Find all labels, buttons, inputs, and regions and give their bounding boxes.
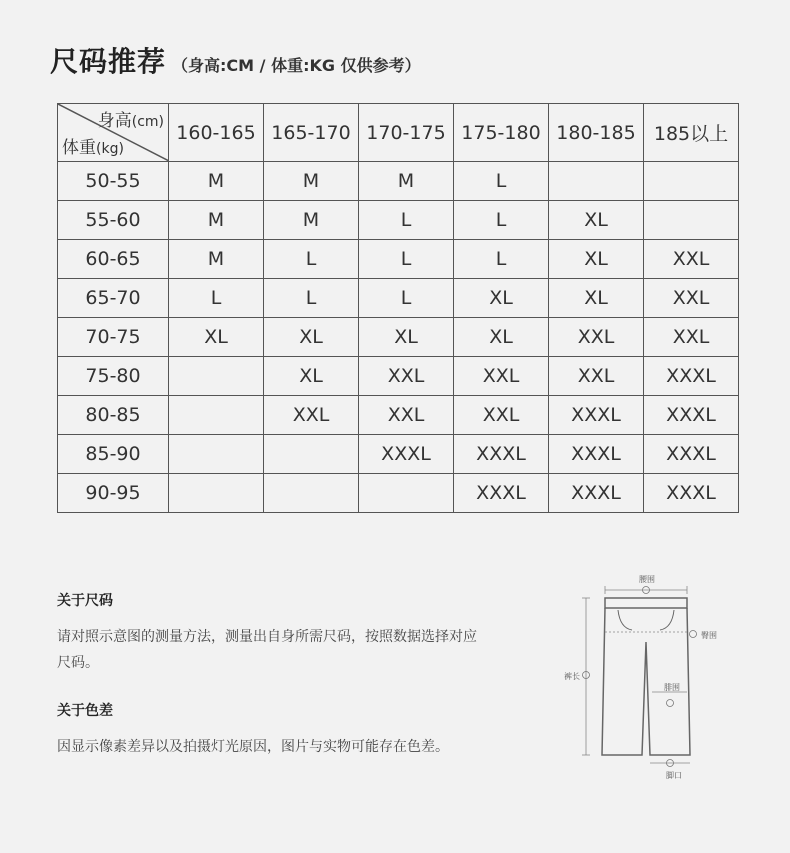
- table-header-row: [58, 104, 739, 162]
- weight-range-cell: 65-70: [58, 279, 169, 318]
- size-cell: [264, 435, 359, 474]
- weight-range-cell: 90-95: [58, 474, 169, 513]
- thigh-label: 腓围: [664, 683, 680, 692]
- header: [50, 40, 421, 80]
- size-cell: XL: [549, 279, 644, 318]
- waist-label: 腰围: [639, 575, 655, 584]
- column-header: 170-175: [359, 104, 454, 162]
- table-row: [58, 474, 739, 513]
- size-cell: L: [359, 279, 454, 318]
- size-cell: XXXL: [644, 396, 739, 435]
- table-row: [58, 318, 739, 357]
- size-cell: XL: [549, 201, 644, 240]
- column-header: 165-170: [264, 104, 359, 162]
- color-note-text: 因显示像素差异以及拍摄灯光原因，图片与实物可能存在色差。: [57, 739, 449, 755]
- size-chart-table: [57, 103, 739, 513]
- size-cell: [169, 474, 264, 513]
- pants-measurement-diagram: [560, 570, 760, 785]
- pants-outline-illustration: [560, 570, 760, 785]
- size-cell: L: [169, 279, 264, 318]
- hip-label: 臀围: [701, 631, 717, 640]
- size-cell: [169, 435, 264, 474]
- column-header: 175-180: [454, 104, 549, 162]
- column-header: 180-185: [549, 104, 644, 162]
- size-cell: L: [359, 240, 454, 279]
- table-row: [58, 357, 739, 396]
- size-cell: [644, 162, 739, 201]
- table-body: [58, 162, 739, 513]
- size-cell: [549, 162, 644, 201]
- size-cell: XXL: [359, 396, 454, 435]
- table-row: [58, 162, 739, 201]
- size-cell: M: [264, 162, 359, 201]
- weight-unit: (kg): [96, 141, 124, 157]
- size-cell: XL: [549, 240, 644, 279]
- weight-range-cell: 70-75: [58, 318, 169, 357]
- size-cell: XXXL: [549, 396, 644, 435]
- size-cell: XL: [264, 318, 359, 357]
- size-cell: L: [264, 279, 359, 318]
- size-cell: XL: [169, 318, 264, 357]
- notes-section: [57, 590, 487, 784]
- size-cell: XL: [454, 318, 549, 357]
- size-cell: XL: [359, 318, 454, 357]
- size-cell: [644, 201, 739, 240]
- size-cell: M: [359, 162, 454, 201]
- table-row: [58, 201, 739, 240]
- size-cell: XXXL: [359, 435, 454, 474]
- size-cell: XXXL: [454, 474, 549, 513]
- table-row: [58, 240, 739, 279]
- column-header: 185以上: [644, 104, 739, 162]
- corner-height-label: [98, 106, 164, 131]
- size-cell: M: [264, 201, 359, 240]
- weight-range-cell: 85-90: [58, 435, 169, 474]
- length-label: 裤长: [564, 672, 580, 681]
- size-cell: XXL: [644, 318, 739, 357]
- column-header: 160-165: [169, 104, 264, 162]
- table-row: [58, 435, 739, 474]
- corner-weight-label: [62, 133, 124, 158]
- page-subtitle: （身高:CM / 体重:KG 仅供参考）: [172, 56, 421, 75]
- size-cell: [359, 474, 454, 513]
- size-cell: [169, 396, 264, 435]
- size-cell: XXL: [644, 279, 739, 318]
- size-cell: XXL: [359, 357, 454, 396]
- size-note-text: 请对照示意图的测量方法，测量出自身所需尺码，按照数据选择对应尺码。: [57, 629, 477, 671]
- size-cell: XXXL: [644, 474, 739, 513]
- size-cell: XXL: [454, 357, 549, 396]
- height-unit: (cm): [131, 114, 164, 130]
- size-cell: XXL: [644, 240, 739, 279]
- size-cell: M: [169, 162, 264, 201]
- table-row: [58, 279, 739, 318]
- size-cell: L: [359, 201, 454, 240]
- size-cell: [264, 474, 359, 513]
- size-cell: XXXL: [454, 435, 549, 474]
- size-cell: L: [264, 240, 359, 279]
- size-cell: M: [169, 201, 264, 240]
- page-title: 尺码推荐: [50, 45, 167, 78]
- size-cell: XXXL: [549, 435, 644, 474]
- size-cell: XXL: [549, 357, 644, 396]
- size-cell: L: [454, 240, 549, 279]
- weight-range-cell: 60-65: [58, 240, 169, 279]
- size-cell: XXL: [454, 396, 549, 435]
- color-note-heading: 关于色差: [57, 703, 113, 719]
- size-cell: XXXL: [549, 474, 644, 513]
- size-note-heading: 关于尺码: [57, 593, 113, 609]
- size-cell: XXXL: [644, 435, 739, 474]
- size-cell: XXL: [549, 318, 644, 357]
- size-cell: M: [169, 240, 264, 279]
- weight-range-cell: 50-55: [58, 162, 169, 201]
- weight-range-cell: 75-80: [58, 357, 169, 396]
- weight-label: 体重: [62, 138, 96, 158]
- weight-range-cell: 80-85: [58, 396, 169, 435]
- size-cell: XXXL: [644, 357, 739, 396]
- hem-label: 脚口: [666, 771, 682, 780]
- table-corner-cell: [58, 104, 169, 162]
- size-cell: L: [454, 162, 549, 201]
- size-cell: XL: [454, 279, 549, 318]
- size-cell: XXL: [264, 396, 359, 435]
- size-cell: XL: [264, 357, 359, 396]
- weight-range-cell: 55-60: [58, 201, 169, 240]
- size-cell: L: [454, 201, 549, 240]
- height-label: 身高: [97, 111, 132, 131]
- table-row: [58, 396, 739, 435]
- size-cell: [169, 357, 264, 396]
